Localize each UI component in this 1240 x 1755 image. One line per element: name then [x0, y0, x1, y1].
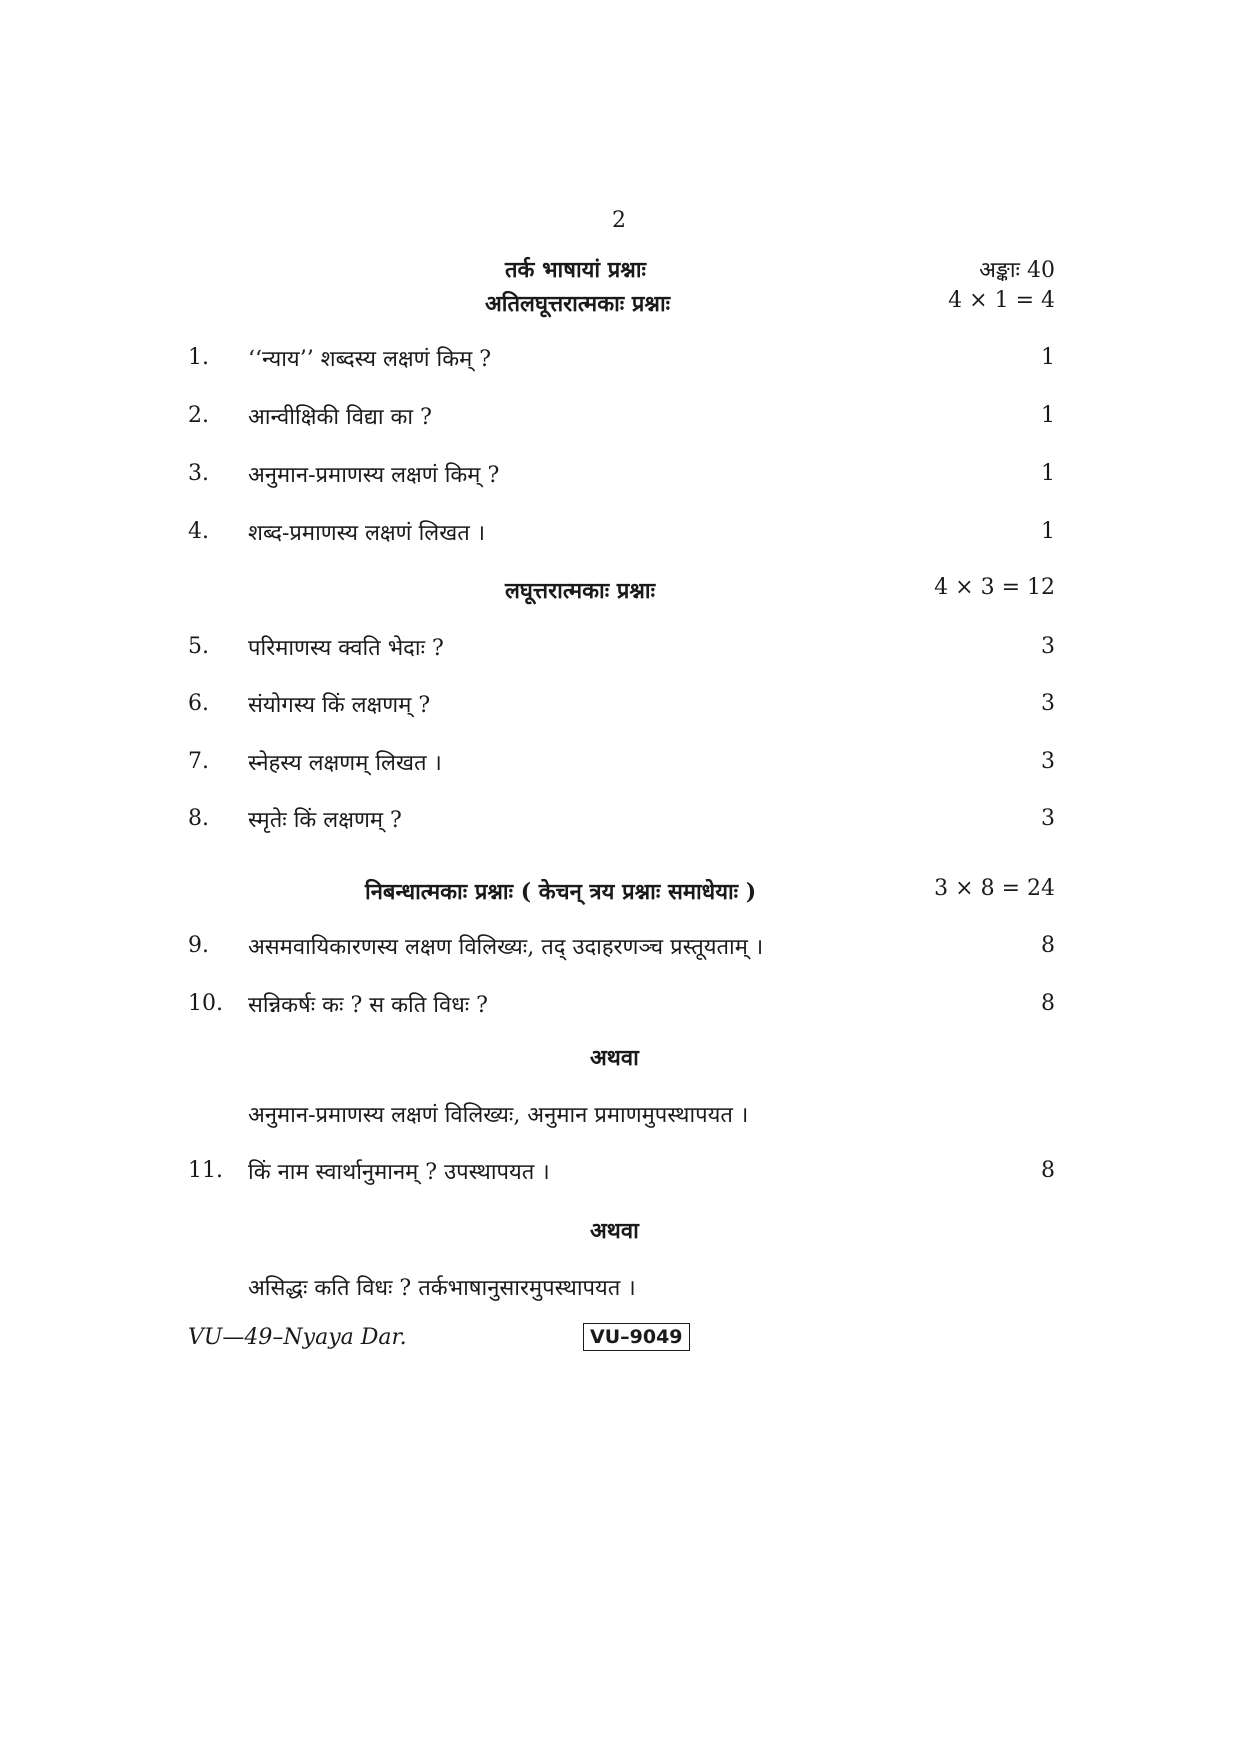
total-marks: अङ्काः 40	[979, 258, 1055, 283]
question-marks: 3	[1041, 691, 1055, 716]
question-marks: 8	[1041, 1158, 1055, 1183]
question-marks: 3	[1041, 634, 1055, 659]
question-number: 9.	[188, 933, 209, 958]
paper-code-box: VU–9049	[583, 1323, 690, 1351]
question-text: सन्निकर्षः कः ? स कति विधः ?	[248, 993, 488, 1018]
question-number: 3.	[188, 461, 209, 486]
question-number: 1.	[188, 345, 209, 370]
question-marks: 1	[1041, 519, 1055, 544]
question-marks: 8	[1041, 933, 1055, 958]
section-heading: लघूत्तरात्मकाः प्रश्नाः	[505, 578, 656, 604]
question-number: 8.	[188, 806, 209, 831]
question-text: असमवायिकारणस्य लक्षण विलिख्यः, तद् उदाहरणञ्च प्रस्तूयताम् ।	[248, 935, 764, 960]
question-number: 6.	[188, 691, 209, 716]
question-text: संयोगस्य किं लक्षणम् ?	[248, 693, 431, 718]
question-marks: 1	[1041, 345, 1055, 370]
question-text: किं नाम स्वार्थानुमानम् ? उपस्थापयत ।	[248, 1160, 550, 1185]
section-marks: 4 × 3 = 12	[934, 575, 1055, 600]
question-number: 7.	[188, 749, 209, 774]
section-marks: 3 × 8 = 24	[934, 876, 1055, 901]
or-label: अथवा	[590, 1045, 639, 1071]
question-text: स्नेहस्य लक्षणम् लिखत ।	[248, 751, 442, 776]
section-heading: निबन्धात्मकाः प्रश्नाः ( केचन् त्रय प्रश्नाः समाधेयाः )	[365, 879, 757, 905]
question-number: 5.	[188, 634, 209, 659]
question-number: 11.	[188, 1158, 223, 1183]
or-label: अथवा	[590, 1218, 639, 1244]
question-marks: 1	[1041, 403, 1055, 428]
question-text: आन्वीक्षिकी विद्या का ?	[248, 405, 432, 430]
question-number: 10.	[188, 991, 223, 1016]
question-text: परिमाणस्य क्वति भेदाः ?	[248, 636, 444, 661]
paper-title: तर्क भाषायां प्रश्नाः	[505, 257, 647, 283]
question-marks: 3	[1041, 806, 1055, 831]
question-text: स्मृतेः किं लक्षणम् ?	[248, 808, 402, 833]
section-heading: अतिलघूत्तरात्मकाः प्रश्नाः	[485, 291, 671, 317]
question-text: अनुमान-प्रमाणस्य लक्षणं किम् ?	[248, 463, 500, 488]
question-marks: 1	[1041, 461, 1055, 486]
question-marks: 8	[1041, 991, 1055, 1016]
question-marks: 3	[1041, 749, 1055, 774]
alternative-question: असिद्धः कति विधः ? तर्कभाषानुसारमुपस्थापयत ।	[248, 1276, 636, 1301]
page-number: 2	[612, 208, 626, 233]
alternative-question: अनुमान-प्रमाणस्य लक्षणं विलिख्यः, अनुमान प्रमाणमुपस्थापयत ।	[248, 1103, 749, 1128]
question-text: शब्द-प्रमाणस्य लक्षणं लिखत ।	[248, 521, 486, 546]
question-text: ‘‘न्याय’’ शब्दस्य लक्षणं किम् ?	[248, 347, 492, 372]
question-number: 4.	[188, 519, 209, 544]
question-number: 2.	[188, 403, 209, 428]
section-marks: 4 × 1 = 4	[948, 288, 1055, 313]
footer-paper-ref: VU—49–Nyaya Dar.	[188, 1325, 407, 1350]
